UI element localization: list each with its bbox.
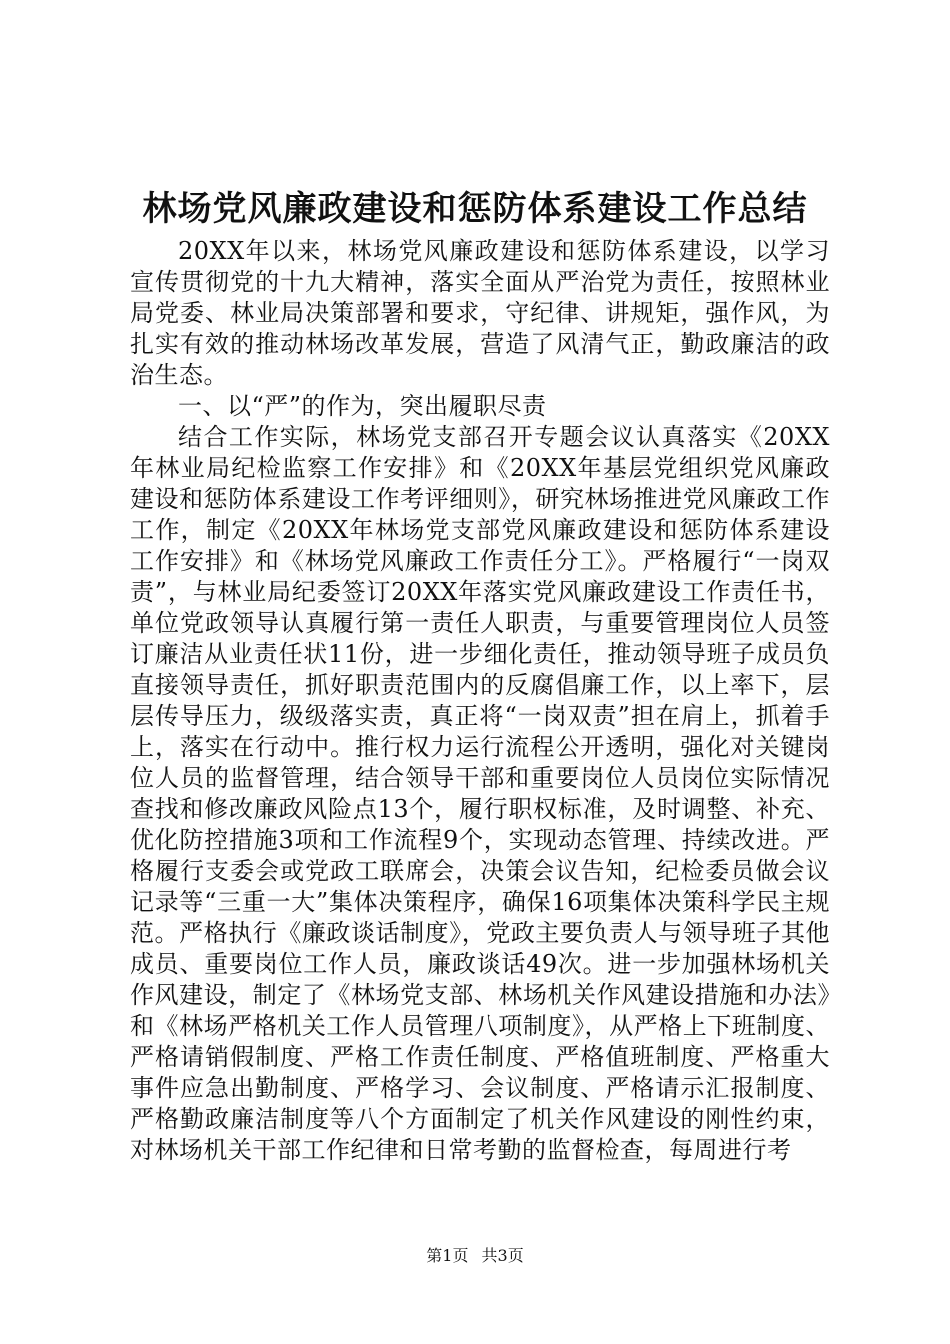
document-title: 林场党风廉政建设和惩防体系建设工作总结 (142, 189, 808, 229)
paragraph-body: 结合工作实际，林场党支部召开专题会议认真落实《20XX年林业局纪检监察工作安排》和《20XX年基层党组织党风廉政建设和惩防体系建设工作考评细则》，研究林场推进党风廉政工作工作，制定《20XX年林场党支部党风廉政建设和惩防体系建设工作安排》和《林场党风廉政工作责任分工》。严格履行“一岗双责”，与林业局纪委签订20XX年落实党风廉政建设工作责任书，单位党政领导认真履行第一责任人职责，与重要管理岗位人员签订廉洁从业责任状11份，进一步细化责任，推动领导班子成员负直接领导责任，抓好职责范围内的反腐倡廉工作，以上率下，层层传导压力，级级落实责，真正将“一岗双责”担在肩上，抓着手上，落实在行动中。推行权力运行流程公开透明，强化对关键岗位人员的监督管理，结合领导干部和重要岗位人员岗位实际情况查找和修改廉政风险点13个，履行职权标准，及时调整、补充、优化防控措施3项和工作流程9个，实现动态管理、持续改进。严格履行支委会或党政工联席会，决策会议告知，纪检委员做会议记录等“三重一大”集体决策程序，确保16项集体决策科学民主规范。严格执行《廉政谈话制度》，党政主要负责人与领导班子其他成员、重要岗位工作人员，廉政谈话49次。进一步加强林场机关作风建设，制定了《林场党支部、林场机关作风建设措施和办法》和《林场严格机关工作人员管理八项制度》，从严格上下班制度、严格请销假制度、严格工作责任制度、严格值班制度、严格重大事件应急出勤制度、严格学习、会议制度、严格请示汇报制度、严格勤政廉洁制度等八个方面制定了机关作风建设的刚性约束，对林场机关干部工作纪律和日常考勤的监督检查，每周进行考 (130, 423, 830, 1164)
page-footer (0, 1245, 950, 1267)
document-body (130, 236, 830, 1166)
page-total: 共3页 (481, 1246, 524, 1265)
page-number: 第1页 (426, 1246, 469, 1265)
section-heading: 一、以“严”的作为，突出履职尽责 (178, 392, 547, 420)
paragraph-intro: 20XX年以来，林场党风廉政建设和惩防体系建设，以学习宣传贯彻党的十九大精神，落实全面从严治党为责任，按照林业局党委、林业局决策部署和要求，守纪律、讲规矩，强作风，为扎实有效的推动林场改革发展，营造了风清气正，勤政廉洁的政治生态。 (130, 237, 830, 389)
